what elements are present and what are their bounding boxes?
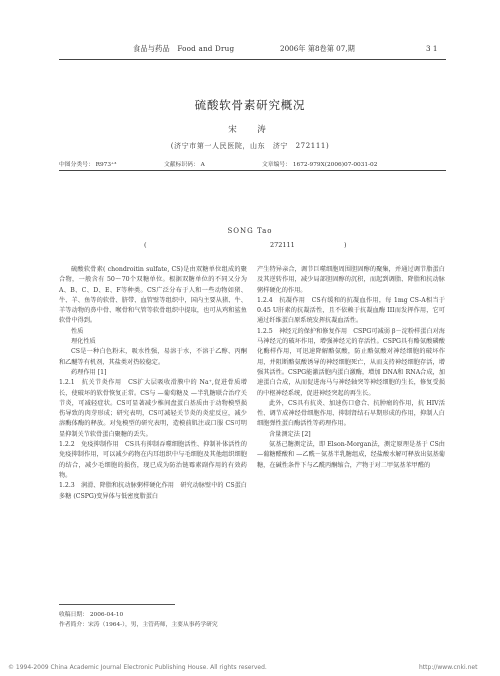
paragraph: CS是一种白色粉末，吸水性强，易溶于水，不溶于乙醇、丙酮和乙醚等有机剂，其盐类对热较稳定。	[59, 348, 247, 366]
footnote-rule	[59, 604, 175, 605]
paragraph: 此外，CS具有抗炎、加速伤口愈合、抗肿瘤的作用，抗 HIV活性、调节成神经骨细胞作用、抑制肾结石早期形成的作用，抑制人白细胞弹性蛋白酶活性等药理作用。	[257, 399, 445, 428]
english-affil-open: (	[144, 241, 147, 249]
english-affil-close: )	[344, 241, 347, 249]
cnki-link[interactable]: http://www.cnki.net	[419, 664, 478, 671]
paragraph: 药理作用 [1]	[71, 368, 107, 376]
paragraph: 1.2.1 抗关节炎作用 CS扩大层吸收滑膜中的 Na⁺,促进骨质增长，使破坏的软骨恢复正常。CS与 —葡萄糖及 —半乳糖联合治疗关节炎，可减轻症状。CS可显著减少椎间盘蛋白基质由于动物模型损伤导致的肉芽形成；研究表明，CS可减轻关节炎的炎症反应，减少溶酶体酶的释放。对兔模型的研究表明，造模前肌注或口服 CS可明显抑制关节软骨蛋白聚糖的丢失。	[59, 379, 247, 438]
english-affil-code: 272111	[270, 241, 295, 249]
footnote	[59, 610, 218, 631]
paragraph: 1.2.4 抗凝作用 CS有缓和的抗凝血作用，每 1mg CS-A相当于 0.45 U肝素的抗凝活性，且不依赖于抗凝血酶 III而发挥作用，它可通过纤维蛋白原系统发挥抗凝血活性。	[257, 296, 445, 325]
article-number: 文章编号： 1672-979X(2006)07-0031-02	[262, 162, 378, 168]
copyright-text: © 1994-2009 China Academic Journal Electronic Publishing House. All rights reserved.	[8, 664, 267, 671]
paragraph: 硫酸软骨素( chondroitin sulfate, CS)是由双糖单位组成的聚合物，一般含有 50～70个双糖单位。根据双糖单位的不同又分为 A、B、C、D、E、F等种类。CS广泛分布于人和一些动物如猪、牛、羊、鱼等的软骨、脐带、血管壁等组织中，国内主要从猪、牛、羊等动物的鼻中骨、喉骨和气管等软骨组织中提取，也可从鸡和鲨鱼软骨中得到。	[59, 266, 247, 325]
paragraph: 氨基己糖测定法，即 Elson-Morgan法，测定原理是基于 CS由 —葡糖醛酸和 —乙酰－氨基半乳糖组成，经盐酸水解可释放出氨基葡糖，在碱性条件下与乙酰丙酮缩合，产物于对二甲氨基苯甲醛的	[257, 441, 445, 469]
document-code: 文献标识码： A	[164, 162, 205, 168]
paragraph: 1.2.2 免疫抑制作用 CS具有抑制吞噬细胞活性、抑制补体活性的免疫抑制作用，可以减少药物在内耳组织中与毛细胞及其他组织细胞的结合，减少毛细胞的损伤，现已成为防治链霉素副作用的有效药物。	[59, 441, 247, 479]
clc-number: 中图分类号： R973⁺³	[59, 162, 117, 168]
paragraph: 产生特异亲合，调节巨噬细胞周围胆固醇的聚集，并通过调节脂蛋白及其逆转作用，减少局部胆固醇的沉积，而起到调脂、降脂和抗动脉粥样硬化的作用。	[257, 266, 445, 294]
paragraph: 理化性质	[71, 338, 96, 346]
author-affiliation: (济宁市第一人民医院，山东 济宁 272111)	[170, 142, 330, 150]
english-author: SONG Tao	[227, 227, 273, 235]
author-name: 宋 涛	[228, 125, 272, 135]
paragraph: 含量测定法 [2]	[269, 430, 311, 438]
right-column	[257, 265, 445, 471]
meta-rule	[59, 170, 446, 171]
article-title: 硫酸软骨素研究概况	[194, 98, 306, 112]
received-date: 收稿日期： 2006-04-10	[59, 612, 124, 618]
paragraph: 性质	[71, 327, 84, 335]
header-rule	[59, 59, 446, 60]
page-number: 3 1	[426, 44, 438, 53]
left-column	[59, 265, 247, 502]
author-bio: 作者简介：宋涛（1964-），男，主管药师，主要从事药学研究	[59, 622, 218, 629]
journal-name: 食品与药品 Food and Drug	[133, 44, 235, 53]
paragraph: 1.2.5 神经元的保护和修复作用 CSPG可减弱 β－淀粉样蛋白对海马神经元的破坏作用，增强神经元的存活性。CSPG具有酪氨酸磷酸化酶样作用，可迅速降解酪氨酸，防止酪氨酸对神经细胞的破坏作用，并阻断酪氨酸诱导的神经细胞死亡，从而支持神经细胞存活，增强其活性。CSPG能激活胞内蛋白激酶，增加 DNA和 RNA合成，加速蛋白合成，从而促进海马与神经轴突等神经细胞的生长，修复受损的中枢神经系统，促进神经突起的再生长。	[257, 327, 445, 397]
paragraph: 1.2.3 润滑、降脂和抗动脉粥样硬化作用 研究动脉壁中的 CS蛋白多糖 (CSPG)变异体与低密度脂蛋白	[59, 482, 247, 500]
running-header	[0, 44, 500, 58]
issue-info: 2006年 第8卷第 07,期	[280, 44, 355, 53]
